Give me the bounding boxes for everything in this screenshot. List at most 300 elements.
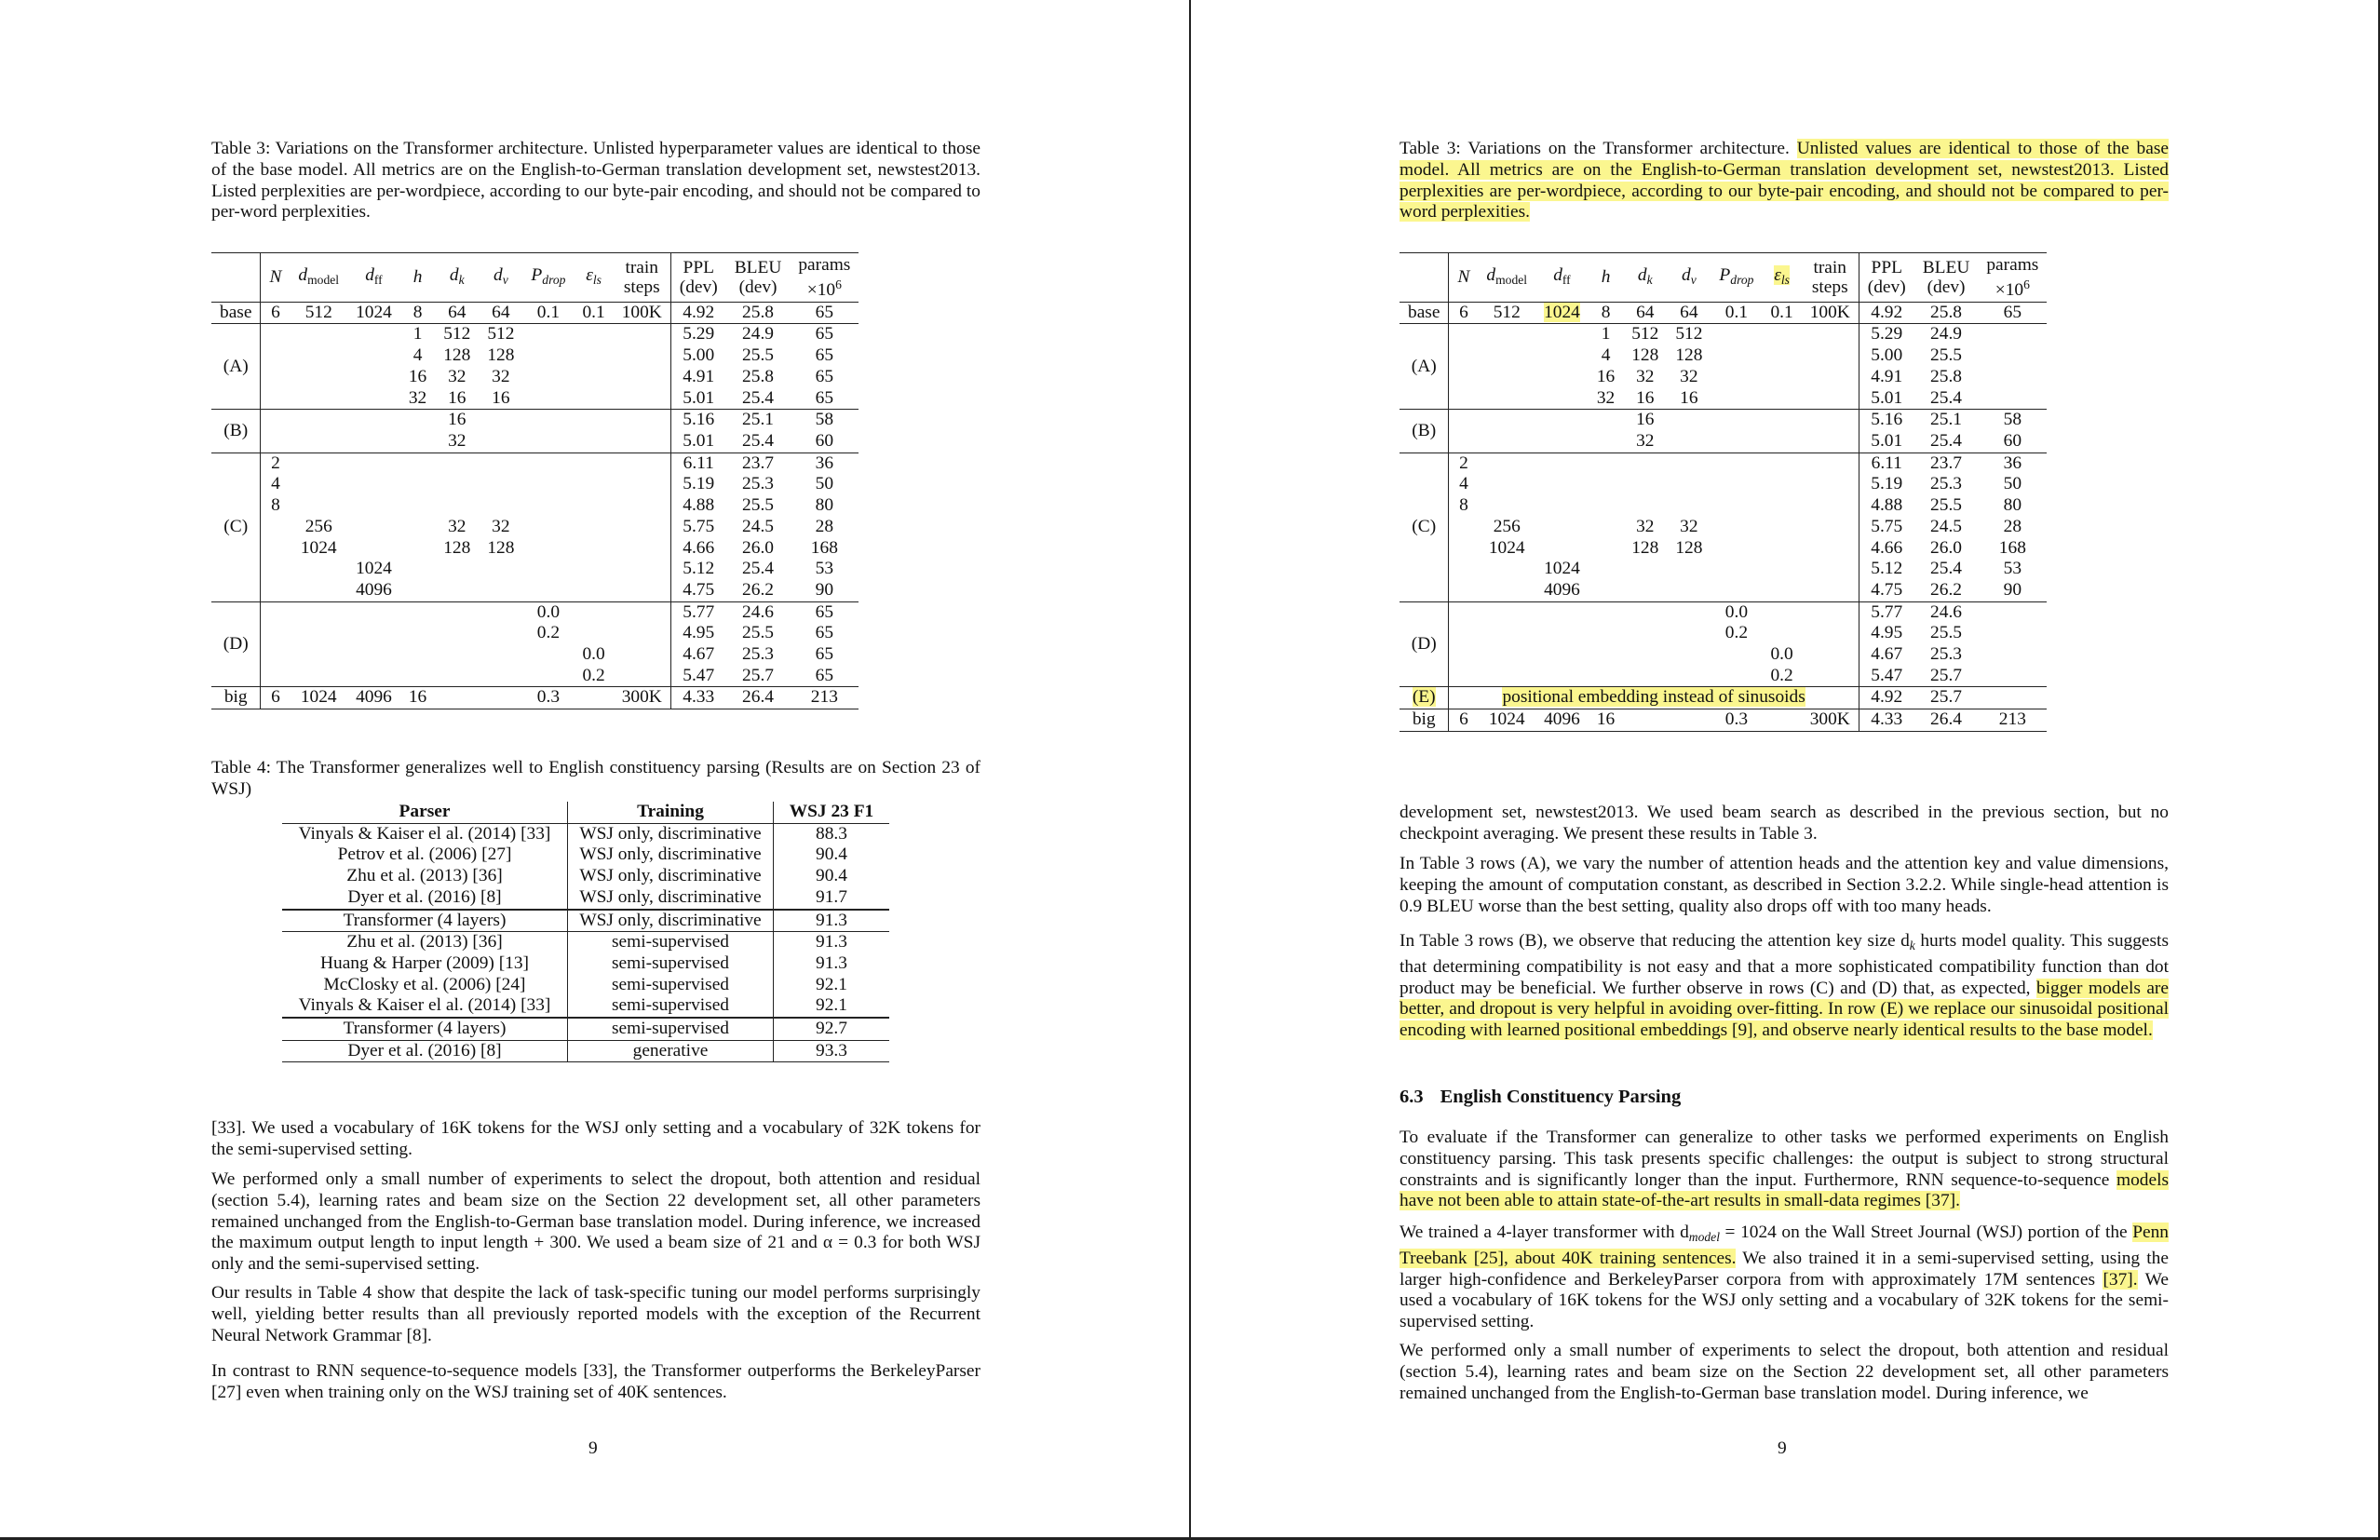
table3-cell	[522, 388, 574, 410]
table3-cell	[261, 517, 290, 538]
table3-cell	[1762, 345, 1801, 367]
table3-cell	[479, 410, 522, 431]
table3-cell	[522, 474, 574, 495]
paragraph: [33]. We used a vocabulary of 16K tokens for the WSJ only setting and a vocabulary of 32K tokens for the semi-supervised setting.	[211, 1118, 980, 1159]
table3-row	[211, 644, 859, 666]
table3-cell	[1762, 580, 1801, 601]
table3-cell	[1623, 709, 1667, 732]
table3-cell	[1978, 687, 2047, 709]
table3-cell: 25.5	[1930, 623, 1962, 643]
table3-cell: 6	[1449, 709, 1478, 732]
table3-cell	[400, 538, 435, 560]
table3-row	[211, 367, 859, 388]
table3-cell	[574, 410, 613, 431]
table4-cell: Huang & Harper (2009) [13]	[282, 953, 568, 975]
table3-cell	[1711, 324, 1762, 345]
table3-cell	[1478, 623, 1535, 644]
table4-cell: 91.3	[816, 952, 847, 973]
table3-cell: 6	[1449, 302, 1478, 324]
table3-cell: 4	[1601, 345, 1611, 366]
table3-row	[1400, 666, 2047, 687]
table3-cell	[614, 324, 671, 345]
table3-cell	[1802, 495, 1859, 517]
table3-cell	[347, 517, 400, 538]
table3-cell: 8	[271, 495, 280, 516]
table3-cell	[261, 388, 290, 410]
table3-cell: 53	[2003, 559, 2022, 579]
table3-header-cell: h	[400, 253, 435, 303]
table3-cell	[290, 474, 347, 495]
table3-cell: 26.0	[1930, 537, 1962, 558]
table3-cell	[261, 324, 290, 345]
table3-cell	[1802, 559, 1859, 580]
table3-cell: 128	[487, 345, 515, 366]
table3-header-cell: h	[1589, 253, 1623, 303]
header-line: BLEU	[1922, 257, 1970, 277]
table3-cell: 128	[443, 345, 471, 366]
table3-cell: 28	[815, 516, 834, 536]
table3-header-cell: $d_k$	[435, 253, 479, 303]
table3-cell	[400, 559, 435, 580]
table3-cell	[1978, 345, 2047, 367]
table3-cell	[400, 580, 435, 601]
table3-cell: 5.29	[670, 324, 725, 345]
table3-cell: 16	[492, 387, 510, 408]
table3-cell	[522, 517, 574, 538]
table3-cell	[574, 623, 613, 644]
table3-header-cell: $d_{model}$	[290, 253, 347, 303]
table4	[282, 802, 889, 1062]
table3-cell	[261, 580, 290, 601]
table4-cell: 92.7	[774, 1018, 890, 1040]
table3-header-cell	[726, 253, 791, 303]
table3-cell	[574, 687, 613, 709]
table3-cell	[1589, 601, 1623, 623]
table3-cell: 24.9	[1914, 324, 1979, 345]
table3-cell: 25.7	[1930, 665, 1962, 685]
table3-cell	[290, 580, 347, 601]
table3-cell	[400, 474, 435, 495]
table3-cell	[1589, 623, 1623, 644]
table3-header-cell: $d_{ff}$	[347, 253, 400, 303]
table4-header-cell: Parser	[282, 802, 568, 823]
table3-cell: 5.12	[1871, 559, 1903, 579]
table3-cell	[400, 410, 435, 431]
table3-cell: 32	[1636, 366, 1655, 386]
table3-row	[1400, 474, 2047, 495]
table3-row	[211, 623, 859, 644]
table3-row	[1400, 345, 2047, 367]
table3-cell: 4	[271, 474, 280, 494]
table3-cell	[1802, 601, 1859, 623]
table3-cell	[1762, 474, 1801, 495]
header-line: params	[798, 255, 851, 275]
table3-cell	[400, 623, 435, 644]
table3-row	[211, 431, 859, 453]
table3-cell: 25.7	[1914, 687, 1979, 709]
table3-cell	[1762, 559, 1801, 580]
table3-cell: 4.67	[683, 644, 715, 665]
table3-cell	[347, 410, 400, 431]
table3-cell: 128	[443, 537, 471, 558]
paragraph: In Table 3 rows (A), we vary the number of attention heads and the attention key and value dimensions, keeping the amount of computation constant, as described in Section 3.2.2. While single-head attention is 0.9 BLEU worse than the best setting, quality also drops off with too many heads.	[1400, 854, 2169, 916]
table3-cell	[1711, 388, 1762, 410]
table3-group-label: (D)	[211, 601, 261, 687]
table3-cell	[1449, 431, 1478, 453]
table3-cell	[261, 601, 290, 623]
table3-cell: 4.75	[683, 579, 715, 600]
table4-cell: 90.4	[816, 844, 847, 865]
table3-cell	[1478, 410, 1535, 431]
table3-cell: 512	[1478, 302, 1535, 324]
table3-cell	[1449, 580, 1478, 601]
table3-cell: 90	[2003, 579, 2022, 600]
table3-cell	[1762, 538, 1801, 560]
table3-cell: 100K	[614, 302, 671, 324]
table3-cell	[574, 345, 613, 367]
table3-cell	[1589, 580, 1623, 601]
table3-cell	[1623, 580, 1667, 601]
table3-cell	[574, 388, 613, 410]
table3-cell: 26.2	[1930, 579, 1962, 600]
table3-cell	[347, 431, 400, 453]
table3-cell: 5.19	[683, 474, 715, 494]
table3-group-label: (D)	[1400, 601, 1449, 687]
table3-cell	[347, 666, 400, 687]
table3-cell	[1978, 324, 2047, 345]
table3-group-label: (C)	[211, 453, 261, 601]
table3-cell: 16	[408, 366, 427, 386]
table3-cell: 0.1	[1762, 302, 1801, 324]
table3-header-cell: $P_{drop}$	[1711, 253, 1762, 303]
table3-cell: 65	[815, 387, 834, 408]
table3-cell: 5.01	[1871, 387, 1903, 408]
table3-row	[1400, 410, 2047, 431]
row-e-text: positional embedding instead of sinusoids	[1502, 687, 1805, 708]
table3-cell: 0.1	[522, 302, 574, 324]
p3-highlight: bigger models are better, and dropout is very helpful in avoiding over-fitting. In row (E) we replace our sinusoidal positional encoding with learned positional embeddings [9], and observe nearly identical results to the base model.	[1400, 978, 2169, 1041]
table3-cell: 4.92	[1859, 687, 1913, 709]
table3-row	[1400, 644, 2047, 666]
table4-row	[282, 1040, 889, 1062]
table3-cell	[1762, 709, 1801, 732]
table3-header-cell: $d_k$	[1623, 253, 1667, 303]
paragraph: Our results in Table 4 show that despite the lack of task-specific tuning our model performs surprisingly well, yielding better results than all previously reported models with the exception of the Recurrent Neural Network Grammar [8].	[211, 1283, 980, 1345]
table3-cell	[1478, 367, 1535, 388]
table3-cell	[1589, 453, 1623, 474]
table3-cell	[435, 580, 479, 601]
table3-cell	[1667, 431, 1711, 453]
table3-cell	[1667, 474, 1711, 495]
table3-cell: 53	[815, 559, 834, 579]
table3-header-cell: N	[1449, 253, 1478, 303]
table3-cell: 5.77	[670, 601, 725, 623]
table3-cell: 65	[790, 302, 859, 324]
table3-cell	[1449, 687, 1859, 709]
table3-cell	[479, 453, 522, 474]
table3-cell	[1589, 666, 1623, 687]
table3-cell: 0.3	[1711, 709, 1762, 732]
table3-cell: 5.77	[1859, 601, 1913, 623]
section-number: 6.3	[1400, 1087, 1424, 1107]
table3-cell: 16	[1623, 410, 1667, 431]
table3-cell: 25.5	[742, 495, 774, 516]
table3-cell	[1535, 324, 1589, 345]
table3-cell	[1449, 410, 1478, 431]
table3-cell	[1623, 623, 1667, 644]
table4-cell: 88.3	[816, 823, 847, 844]
table3-cell: 58	[1978, 410, 2047, 431]
table3-cell: 90	[815, 579, 834, 600]
table3-cell: 4096	[1544, 579, 1580, 600]
table3-cell	[1711, 666, 1762, 687]
table3-cell: 25.8	[742, 366, 774, 386]
header-line: (dev)	[1867, 277, 1906, 297]
table3-header-cell: $d_{model}$	[1478, 253, 1535, 303]
table3-cell	[1623, 644, 1667, 666]
table3-cell: 24.9	[726, 324, 791, 345]
p4-text: To evaluate if the Transformer can generalize to other tasks we performed experiments on English constituency parsing. This task presents specific challenges: the output is subject to strong structural constraints and is significantly longer than the input. Furthermore, RNN sequence-to-sequence	[1400, 1128, 2169, 1190]
table3-cell	[1623, 559, 1667, 580]
table3-header-cell	[614, 253, 671, 303]
table3-row	[1400, 623, 2047, 644]
table3-cell	[479, 623, 522, 644]
table4-cell: semi-supervised	[568, 975, 774, 996]
caption-highlight: Unlisted values are identical to those of the base model. All metrics are on the English-to-German translation development set, newstest2013. Listed perplexities are per-wordpiece, according to our byte-pair encoding, and should not be compared to per-word perplexities.	[1400, 139, 2169, 223]
table3-cell	[1589, 644, 1623, 666]
table3-cell	[290, 453, 347, 474]
table3-cell	[614, 580, 671, 601]
table3-cell	[1711, 367, 1762, 388]
table3-cell: 16	[1596, 366, 1616, 386]
table3-cell	[435, 559, 479, 580]
table3-cell: 4096	[1535, 709, 1589, 732]
table3-cell	[435, 666, 479, 687]
table3-cell	[1802, 388, 1859, 410]
p4-highlight: models have not been able to attain state-of-the-art results in small-data regimes [37].	[1400, 1169, 2169, 1211]
table3-cell	[1623, 474, 1667, 495]
table3-cell	[1449, 644, 1478, 666]
table3-cell: 36	[790, 453, 859, 474]
table3-cell: 64	[1667, 302, 1711, 324]
table4-cell: 91.7	[774, 887, 890, 910]
p5-text: We also trained it in a semi-supervised setting, using the larger high-confidence and BerkeleyParser corpora from with approximately 17M sentences	[1400, 1248, 2169, 1290]
table3-cell: 0.0	[1770, 644, 1793, 665]
header-line: steps	[1811, 277, 1848, 297]
table3-cell	[1667, 559, 1711, 580]
table3-cell: 16	[1589, 709, 1623, 732]
header-line: PPL	[1871, 257, 1902, 277]
table3-cell: 32	[1680, 366, 1698, 386]
table3-cell: 1	[400, 324, 435, 345]
paragraph: In contrast to RNN sequence-to-sequence models [33], the Transformer outperforms the BerkeleyParser [27] even when training only on the WSJ training set of 40K sentences.	[211, 1361, 980, 1402]
table3-cell	[574, 431, 613, 453]
table3-row	[211, 345, 859, 367]
paragraph	[1400, 1128, 2169, 1212]
table3-cell	[1535, 302, 1589, 324]
table3-cell: 25.8	[1914, 302, 1979, 324]
table3-header-cell: $P_{drop}$	[522, 253, 574, 303]
table3-cell	[614, 431, 671, 453]
table3-cell: 5.29	[1859, 324, 1913, 345]
paragraph: We performed only a small number of experiments to select the dropout, both attention and residual (section 5.4), learning rates and beam size on the Section 22 development set, all other parameters remained unchanged from the English-to-German base translation model. During inference, we increased the maximum output length to input length + 300. We used a beam size of 21 and α = 0.3 for both WSJ only and the semi-supervised setting.	[211, 1169, 980, 1275]
table3-cell	[290, 431, 347, 453]
table3-cell: 1024	[1544, 559, 1580, 579]
table3-cell	[479, 580, 522, 601]
table3-cell	[614, 538, 671, 560]
table3-cell: 64	[435, 302, 479, 324]
table3-cell: 32	[492, 516, 510, 536]
table3-cell	[1711, 538, 1762, 560]
table3-cell: 5.00	[1871, 345, 1903, 366]
table3-cell: 25.7	[742, 665, 774, 685]
table3-cell: 512	[1623, 324, 1667, 345]
table3-cell: 32	[1680, 516, 1698, 536]
table3-cell	[1478, 666, 1535, 687]
table3-cell	[1535, 644, 1589, 666]
table3-cell: 65	[790, 601, 859, 623]
table3-row	[211, 517, 859, 538]
table3-row	[1400, 517, 2047, 538]
table3-cell: 213	[790, 687, 859, 709]
table4-cell: Dyer et al. (2016) [8]	[282, 887, 568, 910]
header-line: train	[625, 257, 658, 277]
table4-header-cell: Training	[568, 802, 774, 823]
table3-cell: 65	[815, 644, 834, 665]
table4-cell: WSJ only, discriminative	[568, 910, 774, 932]
table3-cell	[614, 495, 671, 517]
table3-cell	[400, 601, 435, 623]
table3-cell	[1478, 644, 1535, 666]
table3-cell	[290, 601, 347, 623]
table3-cell	[1589, 474, 1623, 495]
table3-cell	[574, 538, 613, 560]
table3-cell: 25.4	[1930, 431, 1962, 451]
table3-caption: Table 3: Variations on the Transformer architecture. Unlisted hyperparameter values are identical to those of the base model. All metrics are on the English-to-German translation development set, newstest2013. Listed perplexities are per-wordpiece, according to our byte-pair encoding, and should not be compared to per-word perplexities.	[211, 139, 980, 223]
table3-cell: 80	[2003, 495, 2022, 516]
table3-row	[211, 495, 859, 517]
table4-cell: McClosky et al. (2006) [24]	[282, 975, 568, 996]
table3-cell: 4.92	[1859, 302, 1913, 324]
table3-cell	[1762, 324, 1801, 345]
table3-cell	[1478, 431, 1535, 453]
table3-cell: 5.19	[1871, 474, 1903, 494]
table4-cell: semi-supervised	[568, 1018, 774, 1040]
table3-cell	[522, 666, 574, 687]
table3-cell	[435, 474, 479, 495]
table3-cell: 36	[1978, 453, 2047, 474]
table3-group-label: (B)	[211, 410, 261, 453]
table3-header-cell	[1802, 253, 1859, 303]
table3-cell	[614, 474, 671, 495]
table3-cell	[1711, 410, 1762, 431]
table3-cell	[1762, 495, 1801, 517]
table3-cell: 64	[1623, 302, 1667, 324]
section-title: English Constituency Parsing	[1440, 1087, 1682, 1107]
table3-cell: 0.2	[1770, 665, 1793, 685]
table3-cell	[1762, 453, 1801, 474]
table3-cell	[1978, 644, 2047, 666]
table3-cell: 128	[1675, 345, 1703, 366]
table3-cell	[1449, 324, 1478, 345]
table3-cell	[1802, 367, 1859, 388]
table3-cell: 4.92	[670, 302, 725, 324]
table3-cell: 60	[2003, 431, 2022, 451]
table3-cell	[1762, 623, 1801, 644]
table3-cell	[1978, 388, 2047, 410]
table3-cell	[1802, 431, 1859, 453]
table4-cell: WSJ only, discriminative	[568, 866, 774, 887]
table3-cell	[261, 538, 290, 560]
header-line: BLEU	[734, 257, 782, 277]
table3-cell	[347, 474, 400, 495]
table4-cell: 92.1	[816, 974, 847, 994]
table3-row	[211, 580, 859, 601]
table3-cell	[1535, 453, 1589, 474]
table3-cell: 26.0	[742, 537, 774, 558]
table4-cell: semi-supervised	[568, 995, 774, 1018]
header-line: ×10	[1995, 279, 2024, 300]
table3-cell	[400, 644, 435, 666]
header-line: train	[1813, 257, 1846, 277]
table3-cell	[1978, 623, 2047, 644]
p5-highlight: [37].	[2103, 1269, 2138, 1290]
table3-cell	[290, 644, 347, 666]
table3-cell: 2	[261, 453, 290, 474]
table3-header-cell	[1400, 253, 1449, 303]
table3-cell	[1623, 601, 1667, 623]
table3-cell	[614, 601, 671, 623]
highlighted-value: 1024	[1544, 302, 1580, 322]
table3-row	[211, 410, 859, 431]
table3-cell: 512	[290, 302, 347, 324]
table4-caption: Table 4: The Transformer generalizes well to English constituency parsing (Results are on Section 23 of WSJ)	[211, 758, 980, 799]
table3-cell: 128	[487, 537, 515, 558]
table4-row	[282, 932, 889, 953]
table3-cell: 0.2	[1724, 623, 1749, 643]
table3-cell	[1478, 453, 1535, 474]
table3	[211, 252, 859, 709]
table4-cell: semi-supervised	[568, 932, 774, 953]
table3-cell: 25.8	[726, 302, 791, 324]
table3-cell: 0.0	[582, 644, 605, 665]
table3-cell	[479, 687, 522, 709]
table3-cell	[522, 559, 574, 580]
table4-cell: Zhu et al. (2013) [36]	[282, 866, 568, 887]
table3-cell	[1535, 388, 1589, 410]
table3-row	[1400, 431, 2047, 453]
table3-cell	[347, 644, 400, 666]
table3-cell	[574, 601, 613, 623]
p5-text: We used a vocabulary of 16K tokens for the WSJ only setting and a vocabulary of 32K tokens for the semi-supervised setting.	[1400, 1269, 2169, 1332]
table3-cell	[1667, 644, 1711, 666]
table3-cell	[435, 687, 479, 709]
table3-cell: 5.01	[1871, 431, 1903, 451]
table3-cell	[400, 453, 435, 474]
table3-cell: 4.66	[1871, 537, 1903, 558]
table4-row	[282, 823, 889, 844]
table3-cell	[522, 538, 574, 560]
table3-cell	[347, 601, 400, 623]
table3-cell: 213	[1978, 709, 2047, 732]
table3-cell: 26.2	[742, 579, 774, 600]
table3-cell: 1024	[356, 559, 392, 579]
table3-row	[1400, 453, 2047, 474]
table3-header-cell	[670, 253, 725, 303]
table4-cell: Petrov et al. (2006) [27]	[282, 844, 568, 866]
table3-cell: 4.33	[1859, 709, 1913, 732]
table3-cell: 0.0	[522, 601, 574, 623]
